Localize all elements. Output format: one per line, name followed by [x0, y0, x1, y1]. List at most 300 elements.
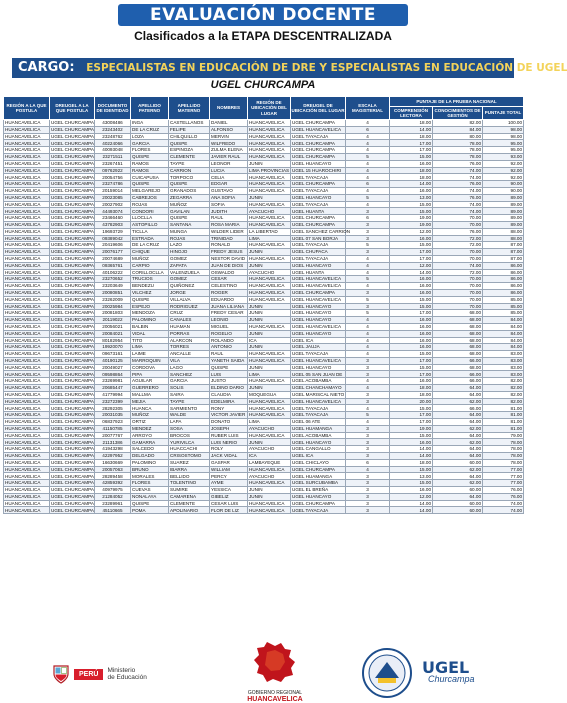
table-cell: 40093048 — [95, 147, 131, 154]
table-cell: CLEMENTE — [169, 500, 210, 507]
table-cell: 20080851 — [95, 289, 131, 296]
table-cell: 4 — [346, 174, 390, 181]
table-cell: LAMBAYEQUE — [248, 459, 291, 466]
table-cell: UGEL HUANCAVELICA — [291, 323, 346, 330]
table-cell: HUANCAVELICA — [4, 262, 50, 269]
table-cell: 4 — [346, 187, 390, 194]
table-cell: HUANCAVELICA — [4, 269, 50, 276]
table-cell: 20076177 — [95, 249, 131, 256]
table-cell: UGEL CHURCAMPA — [291, 147, 346, 154]
table-cell: 09389042 — [95, 235, 131, 242]
table-cell: CANALES — [169, 317, 210, 324]
table-cell: FELIPE — [169, 126, 210, 133]
table-cell: 4 — [346, 167, 390, 174]
table-row — [4, 391, 524, 398]
table-cell: JOSEPH — [210, 425, 248, 432]
table-row — [4, 357, 524, 364]
table-cell: 20077767 — [95, 432, 131, 439]
table-cell: 70.00 — [433, 221, 483, 228]
table-cell: TORRES — [169, 344, 210, 351]
table-cell: 13.00 — [390, 473, 433, 480]
table-cell: HUANCAVELICA — [4, 167, 50, 174]
table-cell: ZULMA ELENA — [210, 147, 248, 154]
table-cell: 17.00 — [390, 310, 433, 317]
table-cell: 16.00 — [390, 317, 433, 324]
table-cell: YURIVILCA — [169, 439, 210, 446]
table-cell: JUANA LILIANA — [210, 303, 248, 310]
table-cell: UGEL CHURCAMPA — [51, 453, 94, 459]
table-cell: QUISPE — [131, 181, 169, 188]
table-row — [4, 493, 524, 500]
table-cell: HUANCAVELICA — [4, 276, 50, 283]
table-cell: ELDINO DARIO — [210, 385, 248, 392]
table-cell: HUANCAVELICA — [248, 283, 291, 290]
table-cell: UGEL TAYACAJA — [291, 174, 346, 181]
table-cell: 20057063 — [95, 466, 131, 473]
table-cell: JUNIN — [248, 249, 291, 256]
table-cell: 18.00 — [390, 120, 433, 127]
table-cell: 68.00 — [433, 337, 483, 344]
table-row — [4, 446, 524, 453]
table-cell: 81.00 — [483, 405, 524, 412]
table-cell: 6 — [346, 459, 390, 466]
table-row — [4, 289, 524, 296]
table-cell: 15.00 — [390, 405, 433, 412]
table-cell: HUANCAVELICA — [4, 296, 50, 303]
table-cell: 09365761 — [95, 262, 131, 269]
table-cell: 19.00 — [390, 221, 433, 228]
table-cell: LLOCLLA — [131, 215, 169, 222]
table-cell: 76.00 — [433, 228, 483, 235]
table-cell: HUANCAVELICA — [4, 255, 50, 262]
table-cell: 90.00 — [483, 181, 524, 188]
table-cell: 17.00 — [390, 147, 433, 154]
table-cell: MUNGA — [169, 228, 210, 235]
table-cell: 23203649 — [95, 283, 131, 290]
table-cell: ROGELIO — [210, 330, 248, 337]
table-cell: 89.00 — [483, 208, 524, 215]
table-cell: POMA — [131, 507, 169, 514]
table-cell: UGEL HUAMANGA — [291, 425, 346, 432]
table-cell: 3 — [346, 500, 390, 507]
table-cell: UGEL CHURCAMPA — [51, 364, 94, 370]
table-cell: 76.00 — [433, 160, 483, 167]
table-cell: 86.00 — [483, 276, 524, 283]
table-cell: UGEL CHURCAMPA — [51, 256, 94, 262]
table-cell: UGEL CHURCAMPA — [51, 392, 94, 398]
table-cell: 3 — [346, 473, 390, 480]
table-cell: CONDORI — [131, 208, 169, 215]
table-row — [4, 160, 524, 167]
table-cell: 78.00 — [483, 459, 524, 466]
table-cell: 14.00 — [390, 500, 433, 507]
table-cell: 81.00 — [483, 419, 524, 426]
table-cell: 41150785 — [95, 425, 131, 432]
table-cell: UGEL CHURCAMPA — [51, 201, 94, 207]
table-cell: RAUL — [210, 351, 248, 358]
table-cell: 20074689 — [95, 255, 131, 262]
table-cell: DONATO — [210, 419, 248, 426]
table-cell: UGEL CHURCAMPA — [291, 500, 346, 507]
gobierno-regional-logo — [225, 640, 325, 702]
table-row — [4, 242, 524, 249]
table-cell: UGEL CHURCAMPA — [51, 351, 94, 357]
table-cell: CELIA — [210, 174, 248, 181]
table-cell: FLORES — [131, 147, 169, 154]
table-cell: 17.00 — [390, 419, 433, 426]
table-cell: LOZA — [131, 133, 169, 140]
table-cell: UGEL CHURCAMPA — [51, 446, 94, 452]
table-cell: 15.00 — [390, 208, 433, 215]
table-cell: 42859392 — [95, 480, 131, 487]
table-cell: ESPINOZA — [169, 147, 210, 154]
col-header: DOCUMENTO DE IDENTIDAD — [95, 97, 131, 120]
table-cell: 76.00 — [483, 493, 524, 500]
table-cell: 5 — [346, 153, 390, 160]
table-cell: 77.00 — [483, 473, 524, 480]
table-row — [4, 480, 524, 487]
table-cell: QUISPE — [169, 140, 210, 147]
table-cell: UGEL CHURCAMPA — [51, 262, 94, 268]
table-cell: UGEL MARISCAL NIETO — [292, 392, 345, 398]
table-cell: JAVIER RAUL — [210, 153, 248, 160]
table-cell: 68.00 — [433, 364, 483, 371]
table-cell: 18.00 — [390, 167, 433, 174]
table-cell: LIMA PROVINCIAS — [249, 167, 290, 173]
table-cell: 70.00 — [433, 215, 483, 222]
table-cell: CORILLOCLLA — [131, 269, 169, 276]
table-cell: LUIS NERIO — [210, 439, 248, 446]
table-row — [4, 201, 524, 208]
table-cell: 16630669 — [95, 459, 131, 466]
ugel-logo-word: UGEL — [422, 658, 470, 677]
table-cell: JUSTO — [210, 378, 248, 385]
ugel-title: UGEL CHURCAMPA — [210, 79, 316, 91]
table-cell: 92.00 — [483, 167, 524, 174]
table-cell: UGEL EL BREÑA — [291, 487, 346, 494]
table-cell: QUISPE — [131, 296, 169, 303]
table-cell: 20054756 — [95, 174, 131, 181]
table-cell: UGEL CHURCAMPA — [291, 120, 346, 127]
table-cell: ICA — [248, 453, 291, 460]
table-row — [4, 371, 524, 378]
table-cell: 81.00 — [483, 425, 524, 432]
table-cell: UGEL HUANCAVELICA — [291, 398, 346, 405]
table-row — [4, 303, 524, 310]
table-cell: AYACUCHO — [248, 425, 291, 432]
table-cell: FLORES — [131, 480, 169, 487]
table-cell: WILLIAM — [210, 466, 248, 473]
table-cell: UGEL TAYACAJA — [291, 507, 346, 514]
table-cell: 23269981 — [95, 378, 131, 385]
table-cell: 41779994 — [95, 391, 131, 398]
table-cell: HUACCACHI — [169, 446, 210, 453]
table-cell: 16.00 — [390, 289, 433, 296]
table-cell: TRUCIOS — [131, 276, 169, 283]
table-cell: 70.00 — [433, 303, 483, 310]
table-cell: UGEL CHURCAMPA — [51, 222, 94, 228]
table-cell: HUANCAVELICA — [4, 303, 50, 310]
table-cell: RAUL — [210, 215, 248, 222]
table-cell: 62.00 — [433, 466, 483, 473]
table-cell: ZEGARRA — [169, 194, 210, 201]
table-row — [4, 344, 524, 351]
table-cell: UGEL ICA — [291, 337, 346, 344]
table-cell: 86.00 — [483, 289, 524, 296]
table-cell: FREDY JESUS — [210, 249, 248, 256]
table-cell: BELLIDO — [169, 473, 210, 480]
table-cell: HUANCAVELICA — [4, 493, 50, 500]
table-cell: 15.00 — [390, 466, 433, 473]
table-cell: QUISPE — [210, 364, 248, 371]
table-cell: 23243402 — [95, 126, 131, 133]
table-cell: JUNIN — [248, 262, 291, 269]
huancavelica-map-icon — [245, 640, 305, 684]
table-cell: UGEL HUANCAYO — [291, 364, 346, 371]
table-cell: UGEL HUANCAYO — [291, 330, 346, 337]
table-cell: QUISPE — [131, 153, 169, 160]
table-cell: WALDE — [169, 412, 210, 419]
table-cell: UGEL CHURCAMPA — [51, 432, 94, 438]
table-cell: SUAREZ — [169, 459, 210, 466]
table-cell: UGEL SANCHEZ CARRION — [292, 228, 351, 234]
table-cell: HUANCAVELICA — [4, 432, 50, 439]
table-cell: CASTELLANOS — [169, 120, 210, 127]
table-cell: OSWALDO — [210, 269, 248, 276]
table-cell: 3 — [346, 221, 390, 228]
table-cell: UGEL JAUJA — [291, 344, 346, 351]
table-cell: 72.00 — [433, 242, 483, 249]
table-cell: HUANCAVELICA — [248, 133, 291, 140]
table-cell: RAMOS — [131, 167, 169, 174]
table-cell: 20081803 — [95, 310, 131, 317]
table-cell: UGEL HUANCAYO — [291, 317, 346, 324]
table-cell: UGEL TAYACAJA — [291, 133, 346, 140]
table-cell: 70.00 — [433, 296, 483, 303]
table-cell: 28292305 — [95, 405, 131, 412]
table-cell: UGEL SURCUBAMBA — [291, 480, 346, 487]
table-cell: ROSA MARIA — [210, 221, 248, 228]
table-cell: 85.00 — [483, 303, 524, 310]
table-cell: HUANCAVELICA — [4, 153, 50, 160]
table-cell: HUANCAVELICA — [248, 120, 291, 127]
table-cell: ALARCON — [169, 337, 210, 344]
table-cell: SUMIRE — [169, 487, 210, 494]
table-cell: JUNIN — [248, 487, 291, 494]
table-cell: SARMIENTO — [169, 405, 210, 412]
table-cell: 5 — [346, 412, 390, 419]
table-cell: 4 — [346, 337, 390, 344]
table-cell: 74.00 — [483, 500, 524, 507]
table-cell: 64.00 — [433, 419, 483, 426]
table-cell: UGEL CHURCAMPA — [51, 303, 94, 309]
table-cell: 78.00 — [433, 153, 483, 160]
table-cell: 14.00 — [390, 453, 433, 460]
table-cell: HUAMAN — [169, 323, 210, 330]
table-cell: 98.00 — [483, 126, 524, 133]
table-cell: HUANCAVELICA — [4, 221, 50, 228]
table-cell: 16.00 — [390, 283, 433, 290]
table-cell: 16.00 — [390, 439, 433, 446]
table-cell: HUANCAVELICA — [248, 242, 291, 249]
table-cell: HUANCAVELICA — [4, 371, 50, 378]
table-cell: HUANCAVELICA — [248, 201, 291, 208]
table-cell: UGEL TAYACAJA — [291, 242, 346, 249]
table-row — [4, 453, 524, 460]
col-header: NOMBRES — [210, 97, 248, 120]
table-cell: 100.00 — [483, 120, 524, 127]
table-row — [4, 323, 524, 330]
table-cell: 5 — [346, 194, 390, 201]
table-cell: 18.00 — [390, 133, 433, 140]
table-cell: RODRIGUEZ — [169, 303, 210, 310]
table-cell: 4 — [346, 385, 390, 392]
table-cell: UGEL HUANCAYO — [291, 194, 346, 201]
table-cell: 3 — [346, 249, 390, 256]
table-cell: CRISOSTOMO — [169, 453, 210, 460]
table-cell: 68.00 — [433, 310, 483, 317]
table-cell: 18.00 — [390, 459, 433, 466]
table-cell: 72.00 — [433, 235, 483, 242]
table-cell: 4 — [346, 160, 390, 167]
table-cell: UGEL TAYACAJA — [291, 405, 346, 412]
table-cell: HUANCAVELICA — [4, 289, 50, 296]
col-header: CONOCIMIENTOS DE GESTIÓN — [433, 107, 483, 120]
table-row — [4, 120, 524, 127]
col-header: DREUGEL DE UBICACIÓN DEL LUGAR — [291, 97, 346, 120]
table-cell: 23271511 — [95, 153, 131, 160]
table-cell: 5 — [346, 276, 390, 283]
table-cell: HUANCAVELICA — [4, 405, 50, 412]
table-cell: 64.00 — [433, 412, 483, 419]
table-cell: 3 — [346, 228, 390, 235]
table-cell: GOMEZ — [169, 276, 210, 283]
table-cell: UGEL HUAMANGA — [291, 473, 346, 480]
table-cell: UGEL 15 HUAROCHIRI — [291, 167, 346, 174]
table-row — [4, 330, 524, 337]
table-cell: 20023085 — [95, 194, 131, 201]
table-cell: 92.00 — [483, 160, 524, 167]
table-cell: JUNIN — [248, 310, 291, 317]
table-cell: UGEL TAYACAJA — [291, 255, 346, 262]
table-cell: HUANCAVELICA — [4, 330, 50, 337]
table-row — [4, 194, 524, 201]
table-cell: 23272399 — [95, 398, 131, 405]
table-cell: 4 — [346, 466, 390, 473]
page-subtitle: Clasificados a la ETAPA DESCENTRALIZADA — [134, 29, 392, 43]
table-cell: CESAR — [210, 276, 248, 283]
table-cell: JUNIN — [248, 493, 291, 500]
table-cell: HUANCAVELICA — [4, 323, 50, 330]
table-cell: MENDEZ — [131, 425, 169, 432]
table-cell: TRINIDAD — [210, 235, 248, 242]
table-cell: 20056021 — [95, 323, 131, 330]
table-cell: 4 — [346, 351, 390, 358]
table-cell: 09762922 — [95, 167, 131, 174]
table-cell: UGEL CHURCAMPA — [51, 398, 94, 404]
table-cell: RUBER LUIS — [210, 432, 248, 439]
table-row — [4, 507, 524, 514]
table-cell: 15.00 — [390, 303, 433, 310]
table-cell: HUANCAVELICA — [4, 133, 50, 140]
table-cell: 74.00 — [433, 208, 483, 215]
table-cell: HINOJO — [169, 249, 210, 256]
table-row — [4, 167, 524, 174]
table-cell: UGEL CHURCAMPA — [51, 371, 94, 377]
table-cell: HUANCAVELICA — [4, 140, 50, 147]
table-row — [4, 147, 524, 154]
table-cell: UGEL CHANCHAMAYO — [291, 385, 346, 392]
table-cell: 17.00 — [390, 412, 433, 419]
table-cell: 82.00 — [483, 391, 524, 398]
table-cell: UGEL CHURCAMPA — [51, 283, 94, 289]
table-cell: UGEL CHURCAMPA — [51, 160, 94, 166]
table-row — [4, 317, 524, 324]
table-cell: 23274786 — [95, 181, 131, 188]
table-cell: 16.00 — [390, 276, 433, 283]
table-cell: CRUZ — [169, 310, 210, 317]
table-cell: 4 — [346, 317, 390, 324]
table-cell: CAMARENA — [169, 493, 210, 500]
table-row — [4, 412, 524, 419]
table-cell: CLEMENTE — [169, 153, 210, 160]
table-cell: 4 — [346, 269, 390, 276]
table-cell: 19.00 — [390, 215, 433, 222]
table-cell: MIGUEL — [210, 323, 248, 330]
table-row — [4, 283, 524, 290]
table-cell: 83.00 — [483, 357, 524, 364]
table-cell: 62.00 — [433, 398, 483, 405]
table-cell: 84.00 — [483, 323, 524, 330]
table-cell: 15.00 — [390, 153, 433, 160]
table-cell: 3 — [346, 507, 390, 514]
table-cell: GRANADOS — [169, 187, 210, 194]
table-cell: 3 — [346, 432, 390, 439]
table-cell: 16.00 — [390, 235, 433, 242]
table-cell: DE LA CRUZ — [131, 126, 169, 133]
table-row — [4, 337, 524, 344]
table-cell: UGEL CHURCAMPA — [51, 174, 94, 180]
table-cell: HUANCAVELICA — [4, 194, 50, 201]
table-cell: 20.00 — [390, 398, 433, 405]
table-cell: YANETH SAIDA — [210, 357, 248, 364]
table-cell: 86.00 — [483, 283, 524, 290]
table-cell: VILCHEZ — [131, 289, 169, 296]
ugel-churcampa-logo — [422, 658, 522, 698]
table-cell: HUANCAVELICA — [248, 174, 291, 181]
table-cell: 81.00 — [483, 412, 524, 419]
table-cell: UGEL CHURCAMPA — [51, 181, 94, 187]
table-cell: 19693729 — [95, 228, 131, 235]
table-cell: UGEL HUANCAVELICA — [291, 126, 346, 133]
table-cell: QUISPE — [169, 181, 210, 188]
table-cell: IBARRA — [169, 466, 210, 473]
table-cell: GOMEZ — [169, 255, 210, 262]
table-cell: 82.00 — [433, 120, 483, 127]
table-cell: UGEL CHURCAMPA — [51, 194, 94, 200]
table-cell: HUANCAVELICA — [248, 480, 291, 487]
table-cell: 16.00 — [390, 187, 433, 194]
table-cell: TORPOCO — [169, 174, 210, 181]
table-cell: HUANCAVELICA — [4, 364, 50, 371]
table-row — [4, 432, 524, 439]
table-cell: HUANCAVELICA — [248, 140, 291, 147]
table-cell: LUIS — [210, 371, 248, 378]
table-cell: 23262009 — [95, 296, 131, 303]
table-cell: PERCY — [210, 473, 248, 480]
table-cell: 4 — [346, 201, 390, 208]
table-cell: UGEL CHURCAMPA — [51, 126, 94, 132]
